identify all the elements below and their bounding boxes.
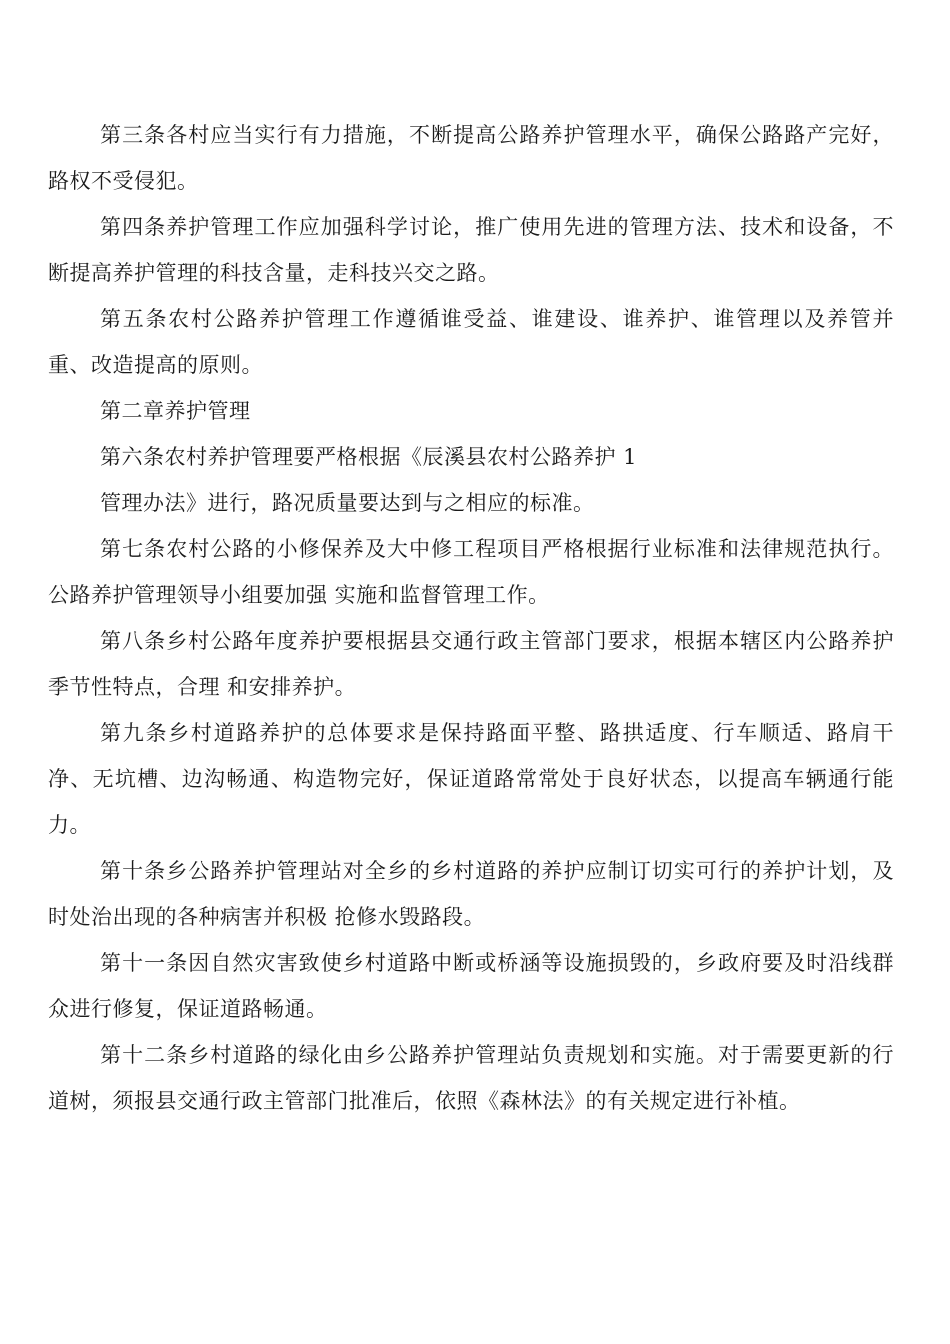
article-12-paragraph: 第十二条乡村道路的绿化由乡公路养护管理站负责规划和实施。对于需要更新的行道树，须报县交通行政主管部门批准后，依照《森林法》的有关规定进行补植。 [48,1043,894,1113]
article-11-paragraph: 第十一条因自然灾害致使乡村道路中断或桥涵等设施损毁的，乡政府要及时沿线群众进行修复，保证道路畅通。 [48,951,894,1021]
article-4-paragraph: 第四条养护管理工作应加强科学讨论，推广使用先进的管理方法、技术和设备，不断提高养护管理的科技含量，走科技兴交之路。 [48,215,894,285]
article-6-paragraph-part1: 第六条农村养护管理要严格根据《辰溪县农村公路养护 1 [100,445,638,469]
article-6-paragraph-part2: 管理办法》进行，路况质量要达到与之相应的标准。 [100,491,595,515]
article-10-paragraph: 第十条乡公路养护管理站对全乡的乡村道路的养护应制订切实可行的养护计划，及时处治出现的各种病害并积极 抢修水毁路段。 [48,859,894,929]
document-body [48,112,894,1124]
article-5-paragraph: 第五条农村公路养护管理工作遵循谁受益、谁建设、谁养护、谁管理以及养管并重、改造提高的原则。 [48,307,894,377]
article-8-paragraph: 第八条乡村公路年度养护要根据县交通行政主管部门要求，根据本辖区内公路养护季节性特点，合理 和安排养护。 [48,629,894,699]
article-7-paragraph: 第七条农村公路的小修保养及大中修工程项目严格根据行业标准和法律规范执行。公路养护管理领导小组要加强 实施和监督管理工作。 [48,537,894,607]
article-3-paragraph: 第三条各村应当实行有力措施，不断提高公路养护管理水平，确保公路路产完好，路权不受侵犯。 [48,123,894,193]
chapter-2-heading: 第二章养护管理 [100,399,251,423]
article-9-paragraph: 第九条乡村道路养护的总体要求是保持路面平整、路拱适度、行车顺适、路肩干净、无坑槽、边沟畅通、构造物完好，保证道路常常处于良好状态，以提高车辆通行能力。 [48,721,894,837]
